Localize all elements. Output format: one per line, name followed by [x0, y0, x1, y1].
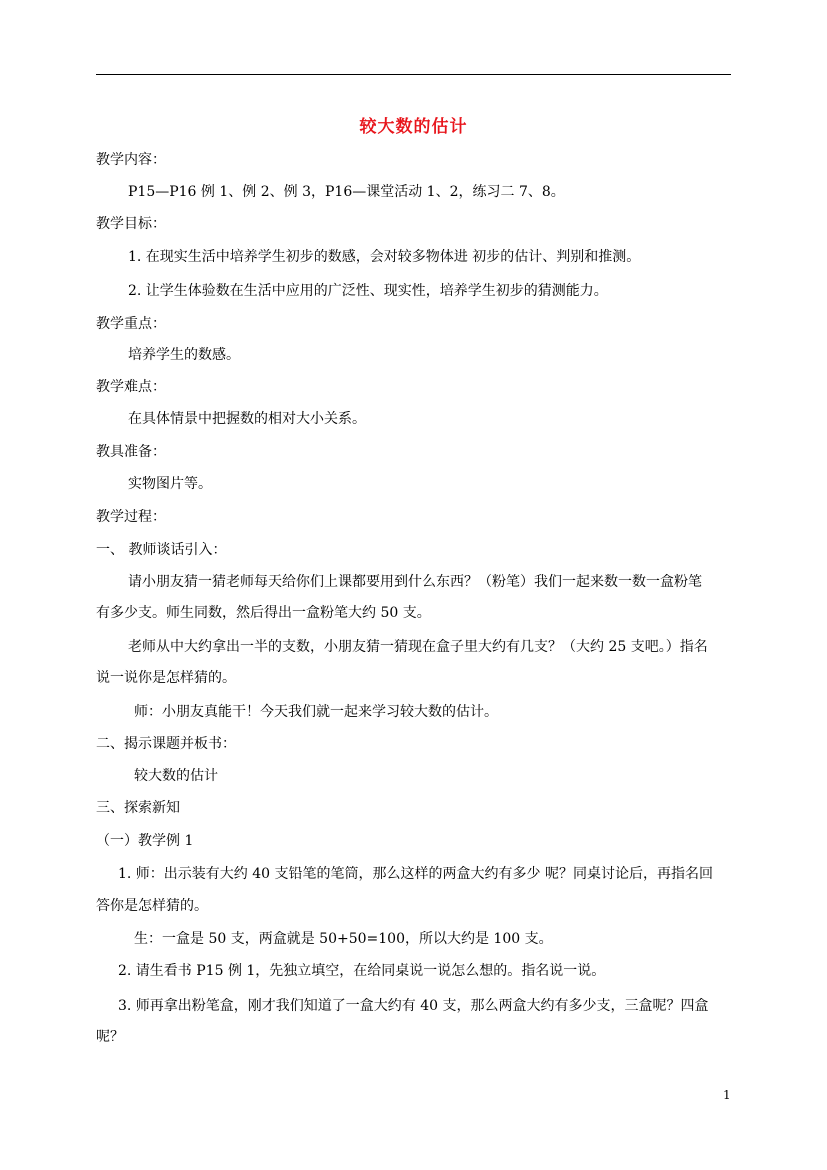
paragraph: 培养学生的数感。	[128, 347, 240, 363]
paragraph: 1. 在现实生活中培养学生初步的数感，会对较多物体进 初步的估计、判别和推测。	[128, 249, 641, 265]
heading-objectives: 教学目标：	[96, 216, 166, 232]
paragraph: 呢？	[96, 1029, 124, 1045]
paragraph: 有多少支。师生同数，然后得出一盒粉笔大约 50 支。	[96, 605, 431, 621]
paragraph: 较大数的估计	[134, 768, 218, 784]
paragraph: 请小朋友猜一猜老师每天给你们上课都要用到什么东西？（粉笔）我们一起来数一数一盒粉笔	[128, 574, 702, 590]
paragraph: 生：一盒是 50 支，两盒就是 50+50=100，所以大约是 100 支。	[134, 931, 553, 947]
header-rule	[96, 74, 731, 75]
section-heading: 二、揭示课题并板书：	[96, 736, 236, 752]
document-title: 较大数的估计	[359, 117, 468, 137]
heading-materials: 教具准备：	[96, 444, 166, 460]
paragraph: 2. 请生看书 P15 例 1，先独立填空，在给同桌说一说怎么想的。指名说一说。	[118, 963, 606, 979]
heading-content: 教学内容：	[96, 152, 166, 168]
paragraph: 老师从中大约拿出一半的支数，小朋友猜一猜现在盒子里大约有几支？（大约 25 支吧。）指名	[128, 639, 708, 655]
heading-key-points: 教学重点：	[96, 316, 166, 332]
section-heading: 一、 教师谈话引入：	[96, 542, 227, 558]
paragraph: 2. 让学生体验数在生活中应用的广泛性、现实性，培养学生初步的猜测能力。	[128, 283, 608, 299]
paragraph: 答你是怎样猜的。	[96, 898, 208, 914]
heading-process: 教学过程：	[96, 509, 166, 525]
paragraph: 3. 师再拿出粉笔盒，刚才我们知道了一盒大约有 40 支，那么两盒大约有多少支，三盒呢？四盒	[118, 998, 709, 1014]
paragraph: 说一说你是怎样猜的。	[96, 670, 236, 686]
page-number: 1	[723, 1088, 731, 1102]
subsection-heading: （一）教学例 1	[96, 833, 194, 849]
paragraph: 在具体情景中把握数的相对大小关系。	[128, 411, 366, 427]
paragraph: 1. 师：出示装有大约 40 支铅笔的笔筒，那么这样的两盒大约有多少 呢？同桌讨论后，再指名回	[118, 866, 713, 882]
heading-difficulties: 教学难点：	[96, 379, 166, 395]
paragraph: P15—P16 例 1、例 2、例 3，P16—课堂活动 1、2，练习二 7、8。	[128, 184, 565, 200]
paragraph: 师：小朋友真能干！今天我们就一起来学习较大数的估计。	[134, 704, 498, 720]
section-heading: 三、探索新知	[96, 800, 180, 816]
paragraph: 实物图片等。	[128, 476, 212, 492]
